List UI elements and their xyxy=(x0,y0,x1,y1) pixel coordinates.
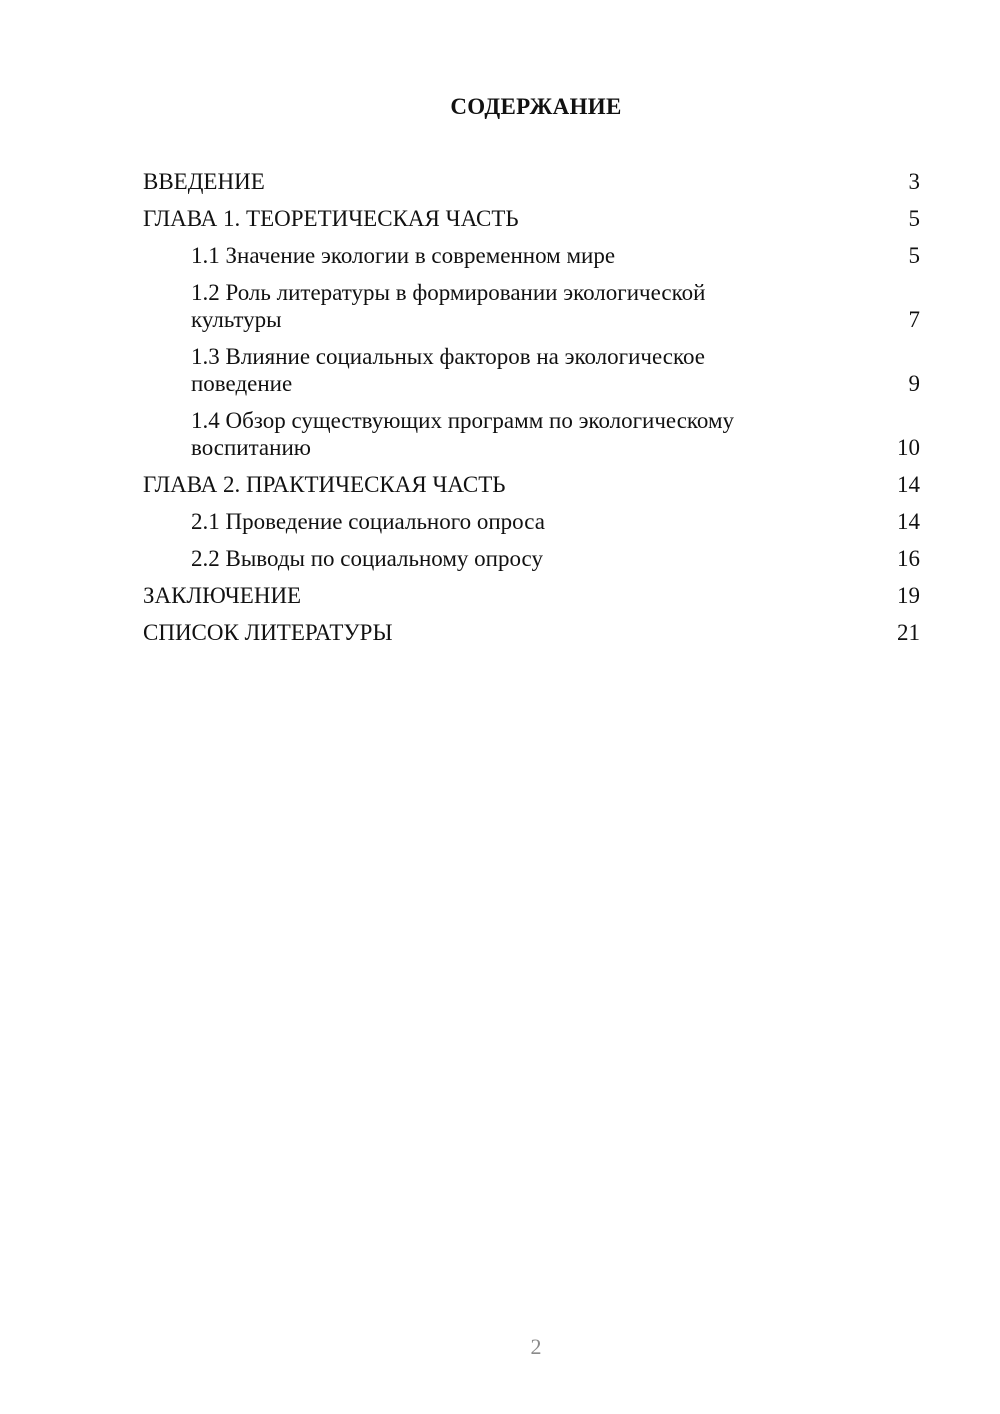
toc-entry-label: 1.3 Влияние социальных факторов на экологическое поведение xyxy=(191,344,705,396)
toc-entry-page-number: 5 xyxy=(908,206,920,231)
toc-entry-section-1-3[interactable] xyxy=(143,343,920,397)
toc-entry-section-1-4[interactable] xyxy=(143,407,920,461)
toc-entry-label: 1.2 Роль литературы в формировании экологической культуры xyxy=(191,280,706,332)
toc-entry-page-number: 5 xyxy=(908,243,920,268)
toc-entry-page-number: 10 xyxy=(897,435,920,460)
toc-entry-section-2-1[interactable] xyxy=(143,508,920,535)
toc-entry-chapter-1[interactable] xyxy=(143,205,920,232)
toc-entry-introduction[interactable] xyxy=(143,168,920,195)
page-title: СОДЕРЖАНИЕ xyxy=(450,94,622,119)
toc-entry-label: ВВЕДЕНИЕ xyxy=(143,169,265,194)
toc-entry-chapter-2[interactable] xyxy=(143,471,920,498)
toc-entry-label: 2.2 Выводы по социальному опросу xyxy=(191,546,543,571)
table-of-contents xyxy=(143,168,920,656)
toc-entry-label: ЗАКЛЮЧЕНИЕ xyxy=(143,583,302,608)
toc-entry-label: СПИСОК ЛИТЕРАТУРЫ xyxy=(143,620,393,645)
toc-entry-section-2-2[interactable] xyxy=(143,545,920,572)
toc-entry-label: ГЛАВА 2. ПРАКТИЧЕСКАЯ ЧАСТЬ xyxy=(143,472,506,497)
toc-entry-label: 1.4 Обзор существующих программ по экологическому воспитанию xyxy=(191,408,735,460)
toc-entry-section-1-2[interactable] xyxy=(143,279,920,333)
toc-entry-label: 2.1 Проведение социального опроса xyxy=(191,509,545,534)
toc-entry-page-number: 14 xyxy=(897,472,920,497)
toc-entry-references[interactable] xyxy=(143,619,920,646)
toc-entry-page-number: 3 xyxy=(908,169,920,194)
toc-entry-page-number: 14 xyxy=(897,509,920,534)
toc-entry-label: 1.1 Значение экологии в современном мире xyxy=(191,243,616,268)
toc-entry-page-number: 9 xyxy=(908,371,920,396)
toc-entry-page-number: 16 xyxy=(897,546,920,571)
toc-entry-page-number: 7 xyxy=(908,307,920,332)
page-number: 2 xyxy=(530,1334,542,1359)
toc-entry-page-number: 19 xyxy=(897,583,920,608)
toc-entry-conclusion[interactable] xyxy=(143,582,920,609)
toc-entry-page-number: 21 xyxy=(897,620,920,645)
toc-entry-label: ГЛАВА 1. ТЕОРЕТИЧЕСКАЯ ЧАСТЬ xyxy=(143,206,519,231)
toc-entry-section-1-1[interactable] xyxy=(143,242,920,269)
